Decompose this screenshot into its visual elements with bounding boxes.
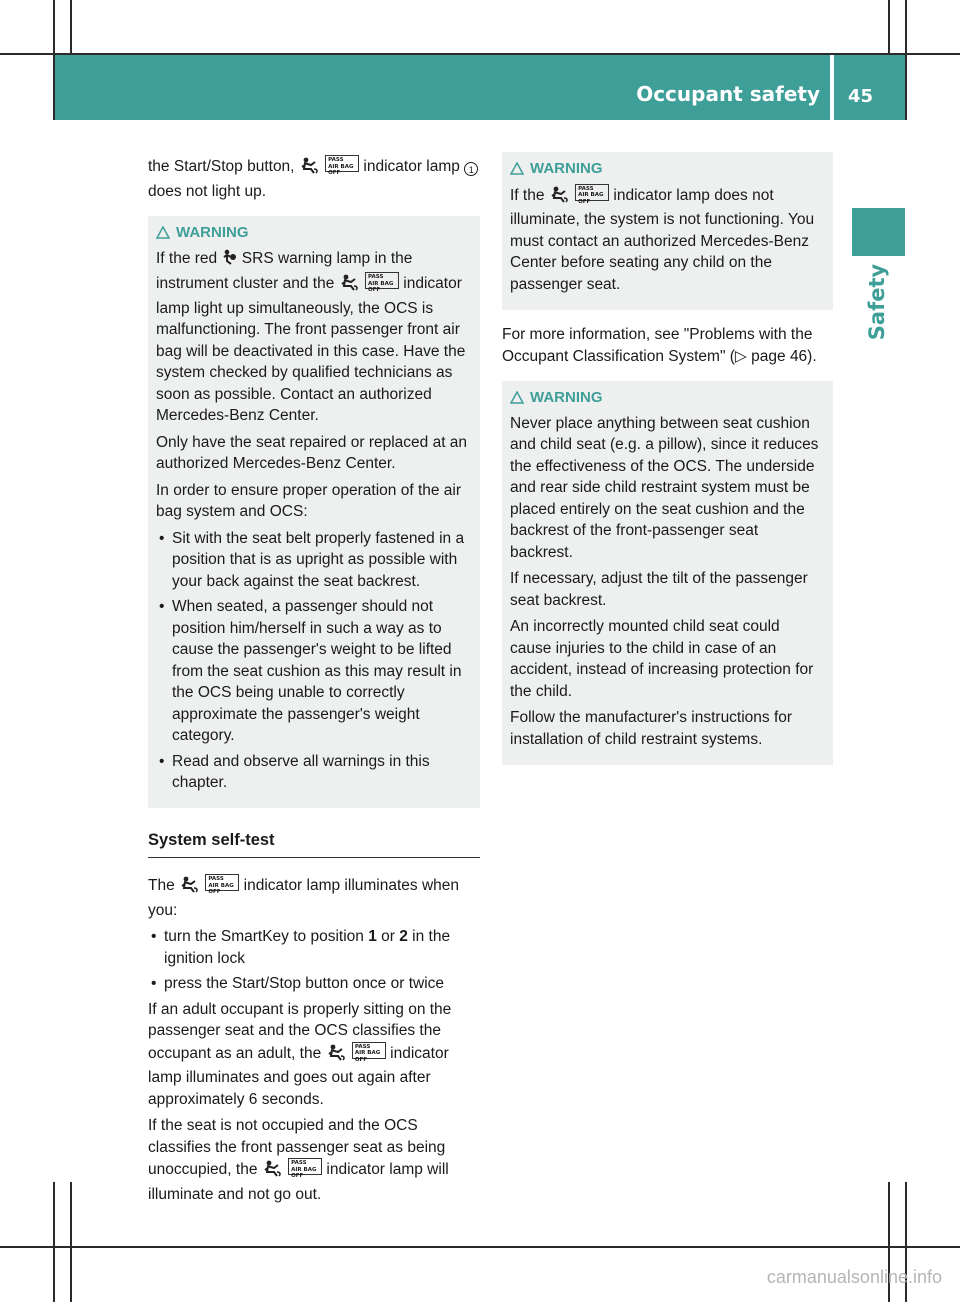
side-tab — [852, 208, 905, 256]
warning-paragraph: If necessary, adjust the tilt of the passenger seat backrest. — [510, 570, 808, 609]
pass-airbag-off-icon: PASS AIR BAG OFF — [205, 874, 239, 891]
warning-box — [148, 216, 480, 808]
header-bar — [55, 55, 905, 120]
occupant-icon — [179, 876, 201, 900]
warning-header — [510, 387, 825, 409]
warning-label: WARNING — [176, 224, 249, 241]
pass-airbag-off-icon: PASS AIR BAG OFF — [575, 184, 609, 201]
crop-mark — [70, 1182, 72, 1302]
warning-label: WARNING — [530, 389, 603, 406]
occupant-icon — [339, 274, 361, 298]
warning-bullet-list — [156, 528, 472, 794]
occupant-icon — [299, 157, 321, 181]
list-item: • Sit with the seat belt properly fastened in a position that is as upright as possible with your back against the seat backrest. — [156, 528, 472, 593]
occupant-icon — [549, 186, 571, 210]
warning-triangle-icon — [510, 162, 524, 175]
intro-paragraph: the Start/Stop button, PASS AIR BAG OFF indicator lamp 1 does not light up. — [148, 155, 480, 202]
warning-paragraph: Only have the seat repaired or replaced at an authorized Mercedes-Benz Center. — [156, 433, 468, 472]
warning-paragraph: Never place anything between seat cushion and child seat (e.g. a pillow), since it reduces the effectiveness of the OCS. The underside and rear side child restraint system must be placed entirely on the seat cushion and the backrest of the front-passenger seat backrest. — [510, 414, 819, 561]
warning-triangle-icon — [510, 391, 524, 404]
page-title: Occupant safety — [636, 82, 820, 106]
pass-airbag-off-icon: PASS AIR BAG OFF — [288, 1158, 322, 1175]
srs-warning-icon — [221, 249, 237, 273]
watermark: carmanualsonline.info — [766, 1267, 942, 1287]
warning-paragraph: If the PASS AIR BAG OFF indicator lamp does not illuminate, the system is not functioning. You must contact an authorized Mercedes-Benz Center before seating any child on the passenger seat. — [510, 185, 815, 293]
body-paragraph: If the seat is not occupied and the OCS classifies the front passenger seat as being unoccupied, the PASS AIR BAG OFF indicator lamp will illuminate and not go out. — [148, 1117, 449, 1203]
body-paragraph: If an adult occupant is properly sitting on the passenger seat and the OCS classifies the occupant as an adult, the PASS AIR BAG OFF indicator lamp illuminates and goes out again after approximately 6 seconds. — [148, 1000, 452, 1108]
crop-mark — [0, 1246, 960, 1248]
crop-mark — [905, 0, 907, 120]
section-heading: System self-test — [148, 830, 480, 859]
header-separator — [830, 55, 834, 120]
occupant-icon — [326, 1044, 348, 1068]
warning-paragraph: In order to ensure proper operation of the air bag system and OCS: — [156, 481, 462, 520]
list-item: • turn the SmartKey to position 1 or 2 in the ignition lock — [148, 926, 480, 969]
page-number: 45 — [848, 86, 874, 107]
warning-triangle-icon — [156, 226, 170, 239]
warning-header — [156, 222, 472, 244]
right-column — [502, 152, 833, 765]
warning-label: WARNING — [530, 160, 603, 177]
warning-box — [502, 152, 833, 310]
list-item: • When seated, a passenger should not position him/herself in such a way as to cause the passenger's weight to be lifted from the seat cushion as this may result in the OCS being unable to correctly approximate the passenger's weight category. — [156, 596, 472, 747]
warning-paragraph: If the red SRS warning lamp in the instrument cluster and the PASS AIR BAG OFF indicator lamp light up simultaneously, the OCS is malfunctioning. The front passenger front air bag will be deactivated in this case. Have the system checked by qualified technicians as soon as possible. Contact an authorized Mercedes-Benz Center. — [156, 249, 466, 424]
crop-mark — [53, 1182, 55, 1302]
body-bullet-list — [148, 926, 480, 995]
side-tab-label: Safety — [865, 263, 889, 341]
warning-paragraph: An incorrectly mounted child seat could cause injuries to the child in case of an accident, instead of increasing protection for the child. — [510, 618, 814, 700]
warning-paragraph: Follow the manufacturer's instructions for installation of child restraint systems. — [510, 709, 793, 748]
page-reference-arrow-icon: ▷ — [734, 347, 747, 365]
warning-box — [502, 381, 833, 765]
pass-airbag-off-icon: PASS AIR BAG OFF — [365, 272, 399, 289]
left-column — [148, 155, 480, 1210]
list-item: • Read and observe all warnings in this chapter. — [156, 751, 472, 794]
body-paragraph: For more information, see "Problems with the Occupant Classification System" (▷ page 46). — [502, 326, 817, 365]
callout-1-icon: 1 — [464, 162, 478, 176]
occupant-icon — [262, 1160, 284, 1184]
warning-header — [510, 158, 825, 180]
list-item: • press the Start/Stop button once or twice — [148, 973, 480, 995]
body-paragraph: The PASS AIR BAG OFF indicator lamp illuminates when you: — [148, 876, 460, 919]
pass-airbag-off-icon: PASS AIR BAG OFF — [325, 155, 359, 172]
pass-airbag-off-icon: PASS AIR BAG OFF — [352, 1042, 386, 1059]
